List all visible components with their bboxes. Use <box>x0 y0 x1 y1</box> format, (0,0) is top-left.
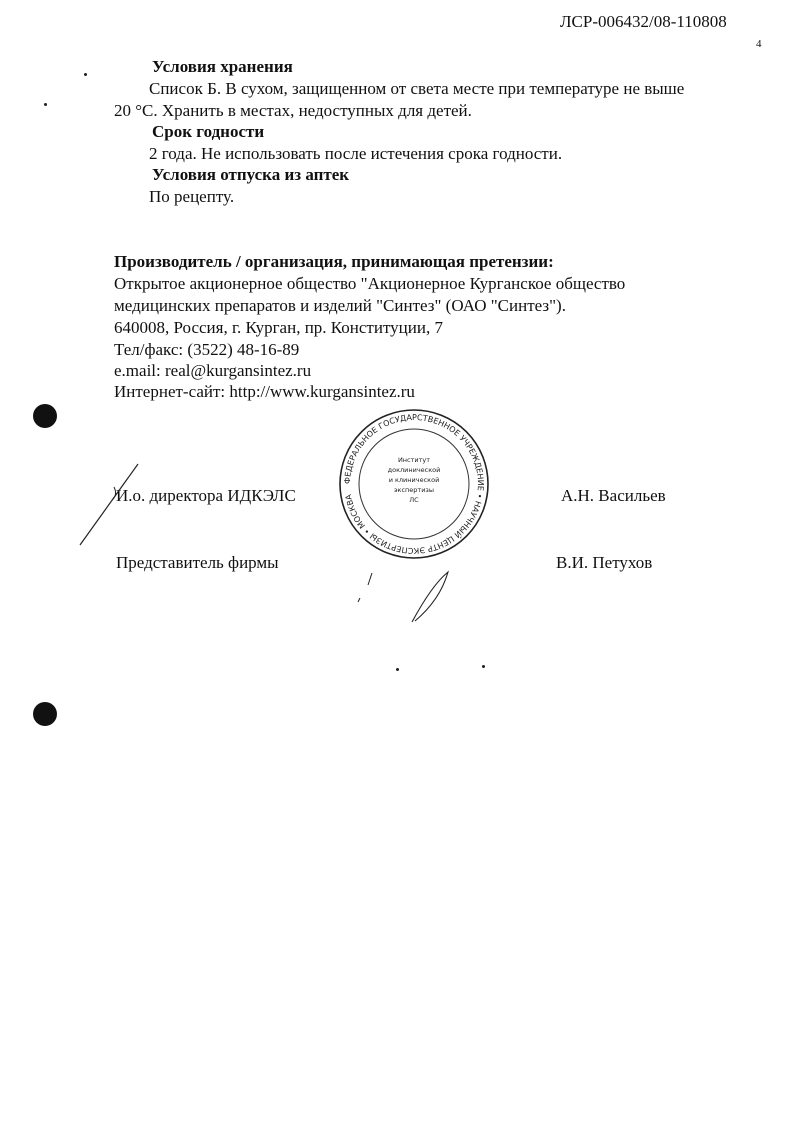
svg-text:Институт: Институт <box>397 456 431 464</box>
manufacturer-email: e.mail: real@kurgansintez.ru <box>114 361 312 380</box>
shelf-life-heading: Срок годности <box>152 122 265 141</box>
signature-role-director: И.о. директора ИДКЭЛС <box>116 486 296 505</box>
shelf-life-text: 2 года. Не использовать после истечения срока годности. <box>149 144 563 163</box>
scan-speck <box>84 73 87 76</box>
storage-heading: Условия хранения <box>152 57 293 76</box>
signature-role-representative: Представитель фирмы <box>116 553 279 572</box>
manufacturer-name-line2: медицинских препаратов и изделий "Синтез" (ОАО "Синтез"). <box>114 296 566 315</box>
page-number: 4 <box>756 38 762 50</box>
manufacturer-website: Интернет-сайт: http://www.kurgansintez.ru <box>114 382 415 401</box>
signature-name-representative: В.И. Петухов <box>556 553 653 572</box>
punch-hole-upper <box>33 404 57 428</box>
manufacturer-phone: Тел/факс: (3522) 48-16-89 <box>114 340 300 359</box>
svg-text:доклинической: доклинической <box>387 466 441 474</box>
svg-text:экспертизы: экспертизы <box>393 486 435 494</box>
svg-text:ФЕДЕРАЛЬНОЕ ГОСУДАРСТВЕННОЕ УЧ: ФЕДЕРАЛЬНОЕ ГОСУДАРСТВЕННОЕ УЧРЕЖДЕНИЕ • НАУЧНЫЙ ЦЕНТР ЭКСПЕРТИЗЫ • МОСКВА <box>342 412 486 556</box>
dispensing-text: По рецепту. <box>149 187 235 206</box>
signature-name-director: А.Н. Васильев <box>561 486 666 505</box>
manufacturer-address: 640008, Россия, г. Курган, пр. Конституции, 7 <box>114 318 443 337</box>
manufacturer-name-line1: Открытое акционерное общество "Акционерное Курганское общество <box>114 274 626 293</box>
manufacturer-heading: Производитель / организация, принимающая претензии: <box>114 252 554 271</box>
storage-text-line2: 20 °С. Хранить в местах, недоступных для детей. <box>114 101 472 120</box>
svg-text:ЛС: ЛС <box>409 496 419 504</box>
storage-text-line1: Список Б. В сухом, защищенном от света месте при температуре не выше <box>149 79 685 98</box>
punch-hole-lower <box>33 702 57 726</box>
scan-speck <box>482 665 485 668</box>
scan-speck <box>44 103 47 106</box>
scan-speck <box>396 668 399 671</box>
dispensing-heading: Условия отпуска из аптек <box>152 165 350 184</box>
seal-icon <box>334 404 494 564</box>
svg-text:и клинической: и клинической <box>388 476 440 484</box>
registration-number: ЛСР-006432/08-110808 <box>560 12 727 31</box>
